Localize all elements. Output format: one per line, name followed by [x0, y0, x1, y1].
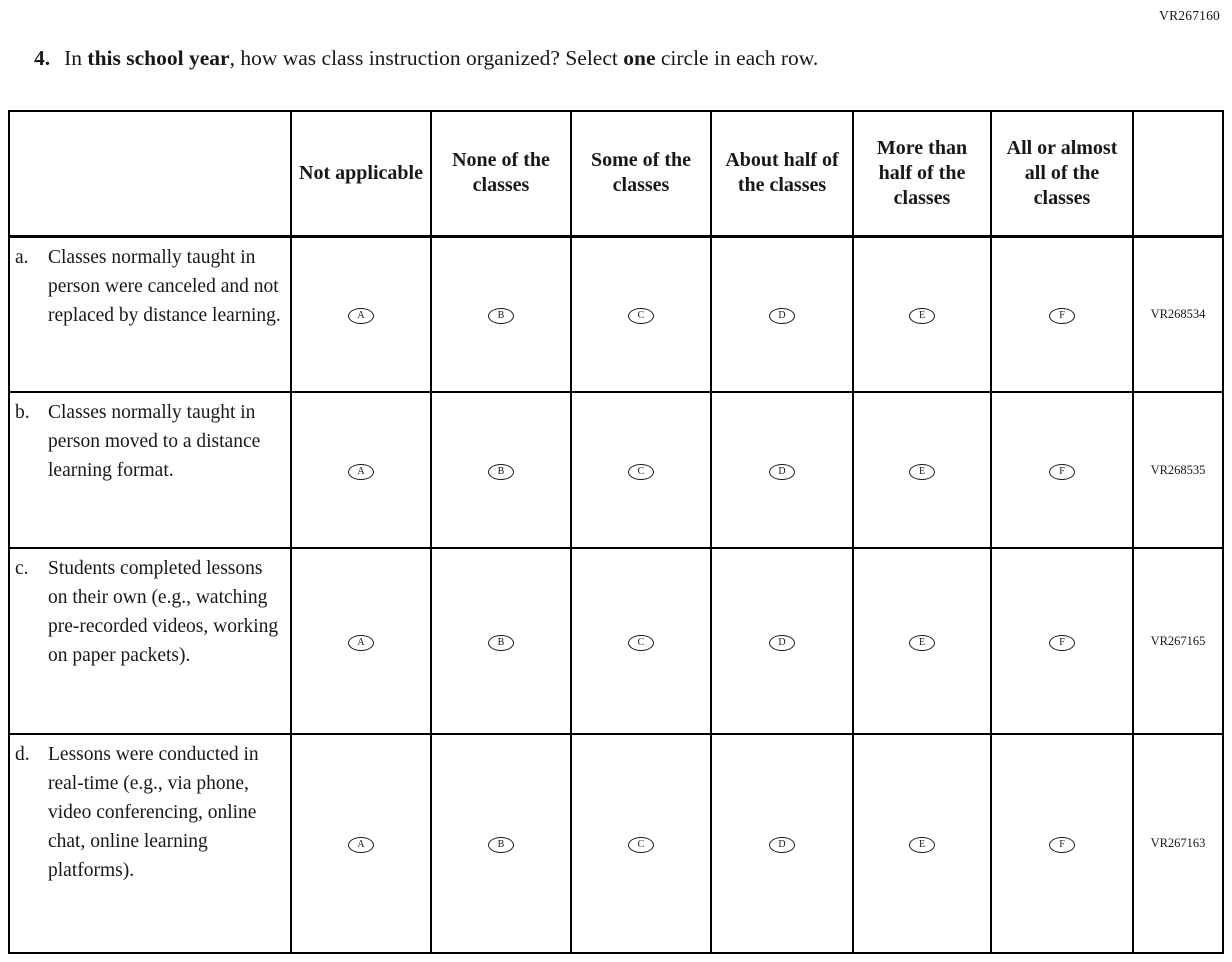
option-circle-f[interactable]	[1049, 837, 1075, 853]
option-cell	[291, 392, 431, 548]
row-label-cell	[9, 392, 291, 548]
question-seg: , how was class instruction organized? Select	[229, 46, 624, 70]
row-letter: b.	[15, 402, 30, 423]
row-code: VR267165	[1133, 548, 1223, 734]
option-letter: E	[918, 465, 926, 477]
question-seg-bold: this school year	[87, 46, 230, 70]
row-letter: a.	[15, 246, 29, 268]
question-seg: In	[64, 46, 88, 70]
option-letter: A	[357, 309, 365, 321]
option-cell	[431, 236, 571, 392]
question-number: 4.	[34, 46, 51, 70]
option-circle-a[interactable]	[348, 635, 374, 651]
option-cell	[431, 734, 571, 953]
option-circle-b[interactable]	[488, 635, 514, 651]
option-letter: D	[778, 839, 786, 850]
option-cell	[991, 734, 1133, 953]
option-cell	[291, 548, 431, 734]
question-text-line	[34, 46, 818, 71]
code-column-header	[1133, 111, 1223, 236]
row-letter: c.	[15, 558, 29, 579]
table-row	[9, 392, 1223, 548]
option-cell	[571, 548, 711, 734]
question-seg-bold: one	[623, 46, 656, 70]
option-circle-a[interactable]	[348, 837, 374, 853]
option-cell	[571, 392, 711, 548]
table-row	[9, 236, 1223, 392]
option-circle-c[interactable]	[628, 635, 654, 651]
column-header: All or almost all of the classes	[991, 111, 1133, 236]
column-header: Some of the classes	[571, 111, 711, 236]
row-text: Lessons were conducted in real-time (e.g., via phone, video conferencing, online chat, online learning platforms).	[48, 744, 259, 881]
option-circle-d[interactable]	[769, 308, 795, 324]
option-letter: C	[637, 839, 645, 850]
option-cell	[853, 734, 991, 953]
option-letter: D	[778, 465, 786, 477]
option-cell	[711, 734, 853, 953]
row-code: VR268534	[1133, 236, 1223, 392]
option-circle-d[interactable]	[769, 635, 795, 651]
option-cell	[991, 392, 1133, 548]
option-cell	[431, 548, 571, 734]
option-circle-b[interactable]	[488, 308, 514, 324]
option-cell	[291, 734, 431, 953]
option-circle-d[interactable]	[769, 837, 795, 853]
column-header: About half of the classes	[711, 111, 853, 236]
row-label-cell	[9, 548, 291, 734]
option-letter: A	[357, 636, 365, 648]
option-circle-c[interactable]	[628, 308, 654, 324]
option-circle-f[interactable]	[1049, 464, 1075, 480]
option-cell	[991, 236, 1133, 392]
option-circle-c[interactable]	[628, 464, 654, 480]
option-letter: C	[637, 636, 645, 648]
option-circle-b[interactable]	[488, 837, 514, 853]
column-header: None of the classes	[431, 111, 571, 236]
row-text: Classes normally taught in person moved to a distance learning format.	[48, 402, 261, 481]
option-cell	[853, 548, 991, 734]
option-circle-c[interactable]	[628, 837, 654, 853]
option-cell	[711, 392, 853, 548]
option-circle-e[interactable]	[909, 837, 935, 853]
option-letter: B	[497, 636, 505, 648]
question-seg: circle in each row.	[655, 46, 819, 70]
option-cell	[431, 392, 571, 548]
option-circle-a[interactable]	[348, 464, 374, 480]
option-letter: B	[497, 465, 505, 477]
row-letter: d.	[15, 744, 30, 765]
option-cell	[291, 236, 431, 392]
option-letter: E	[918, 636, 926, 648]
row-label-cell	[9, 734, 291, 953]
table-row	[9, 734, 1223, 953]
stub-header	[9, 111, 291, 236]
option-cell	[991, 548, 1133, 734]
option-circle-d[interactable]	[769, 464, 795, 480]
option-letter: C	[637, 465, 645, 477]
option-circle-a[interactable]	[348, 308, 374, 324]
option-cell	[711, 548, 853, 734]
option-circle-e[interactable]	[909, 464, 935, 480]
option-circle-b[interactable]	[488, 464, 514, 480]
option-circle-e[interactable]	[909, 308, 935, 324]
option-letter: F	[1059, 465, 1065, 477]
form-code: VR267160	[1159, 8, 1220, 23]
option-cell	[571, 236, 711, 392]
option-circle-e[interactable]	[909, 635, 935, 651]
row-code: VR268535	[1133, 392, 1223, 548]
table-row	[9, 548, 1223, 734]
option-circle-f[interactable]	[1049, 635, 1075, 651]
option-cell	[853, 236, 991, 392]
row-text: Students completed lessons on their own (e.g., watching pre-recorded videos, working on paper packets).	[48, 558, 279, 666]
option-letter: D	[778, 309, 786, 321]
header-row	[9, 111, 1223, 236]
option-cell	[853, 392, 991, 548]
option-letter: F	[1059, 309, 1065, 321]
option-circle-f[interactable]	[1049, 308, 1075, 324]
row-label-cell	[9, 236, 291, 392]
option-letter: B	[497, 309, 505, 321]
option-letter: D	[778, 636, 786, 648]
option-letter: E	[918, 839, 926, 850]
option-letter: F	[1059, 839, 1065, 850]
row-text: Classes normally taught in person were canceled and not replaced by distance learning.	[48, 246, 281, 326]
option-cell	[711, 236, 853, 392]
option-letter: B	[497, 839, 505, 850]
response-grid	[8, 110, 1224, 954]
column-header: More than half of the classes	[853, 111, 991, 236]
option-letter: C	[637, 309, 645, 321]
option-letter: E	[918, 309, 926, 321]
option-letter: F	[1059, 636, 1065, 648]
column-header: Not applicable	[291, 111, 431, 236]
option-letter: A	[357, 839, 365, 850]
row-code: VR267163	[1133, 734, 1223, 953]
option-cell	[571, 734, 711, 953]
option-letter: A	[357, 465, 365, 477]
